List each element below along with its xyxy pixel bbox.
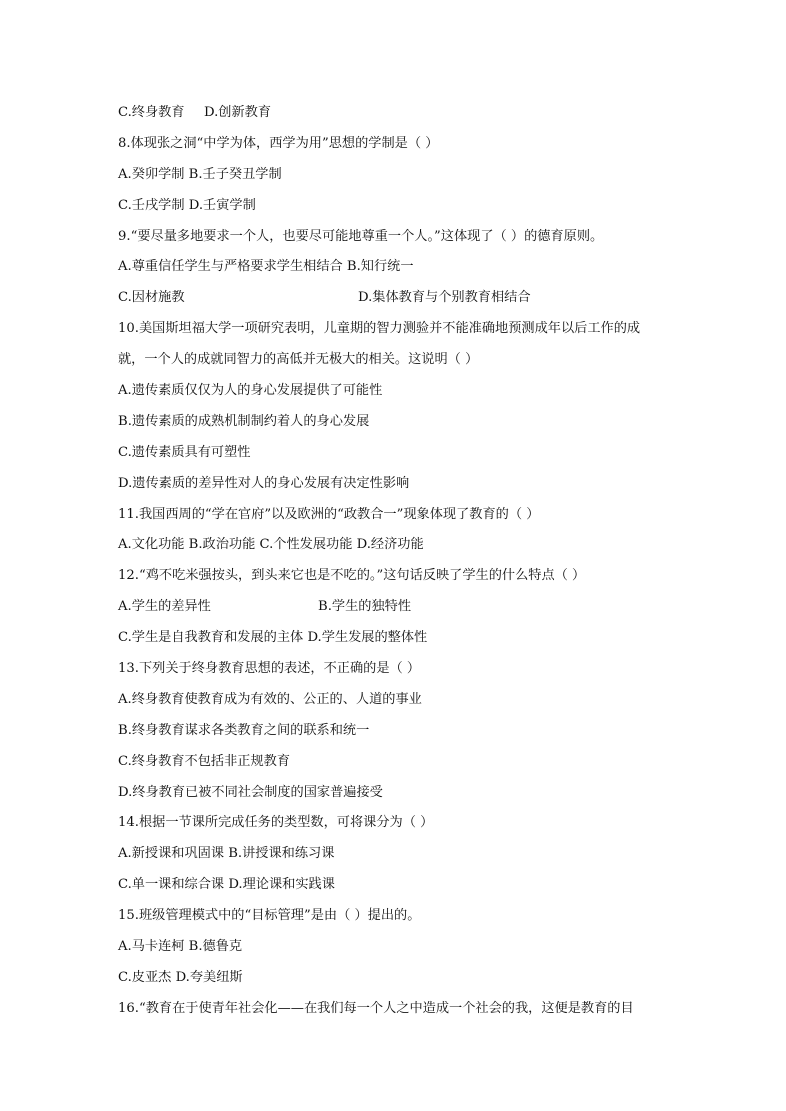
option-line xyxy=(118,98,678,129)
option-a: A.学生的差异性 xyxy=(118,599,211,615)
question-8-options-ab: A.癸卯学制 B.壬子癸丑学制 xyxy=(118,166,282,182)
question-8-options-cd: C.壬戌学制 D.壬寅学制 xyxy=(118,197,256,213)
question-12-options-cd: C.学生是自我教育和发展的主体 D.学生发展的整体性 xyxy=(118,630,428,646)
question-15: 15.班级管理模式中的“目标管理”是由（ ）提出的。 xyxy=(118,908,421,924)
question-15-options-cd: C.皮亚杰 D.夸美纽斯 xyxy=(118,969,243,985)
question-14-options-ab: A.新授课和巩固课 B.讲授课和练习课 xyxy=(118,846,335,862)
question-13-option-c: C.终身教育不包括非正规教育 xyxy=(118,753,291,769)
question-12: 12.“鸡不吃米强按头，到头来它也是不吃的。”这句话反映了学生的什么特点（ ） xyxy=(118,568,586,584)
question-13-option-d: D.终身教育已被不同社会制度的国家普遍接受 xyxy=(118,784,383,800)
question-14: 14.根据一节课所完成任务的类型数，可将课分为（ ） xyxy=(118,815,434,831)
question-10-option-a: A.遗传素质仅仅为人的身心发展提供了可能性 xyxy=(118,383,383,399)
question-12-options-ab xyxy=(118,592,678,623)
question-13-option-a: A.终身教育使教育成为有效的、公正的、人道的事业 xyxy=(118,691,422,707)
question-11-options: A.文化功能 B.政治功能 C.个性发展功能 D.经济功能 xyxy=(118,537,424,553)
question-14-options-cd: C.单一课和综合课 D.理论课和实践课 xyxy=(118,877,335,893)
option-c: C.因材施教 xyxy=(118,290,185,306)
question-10: 10.美国斯坦福大学一项研究表明，儿童期的智力测验并不能准确地预测成年以后工作的成 xyxy=(118,321,641,337)
question-13: 13.下列关于终身教育思想的表述，不正确的是（ ） xyxy=(118,661,421,677)
question-text-block xyxy=(118,98,678,1025)
question-10-option-b: B.遗传素质的成熟机制制约着人的身心发展 xyxy=(118,413,370,429)
question-10-option-c: C.遗传素质具有可塑性 xyxy=(118,444,251,460)
option-d: D.集体教育与个别教育相结合 xyxy=(358,290,531,306)
question-10-option-d: D.遗传素质的差异性对人的身心发展有决定性影响 xyxy=(118,475,410,491)
question-15-options-ab: A.马卡连柯 B.德鲁克 xyxy=(118,939,243,955)
option-d: D.创新教育 xyxy=(204,105,272,120)
question-9: 9.“要尽量多地要求一个人，也要尽可能地尊重一个人。”这体现了（ ）的德育原则。 xyxy=(118,228,604,244)
question-8: 8.体现张之洞“中学为体，西学为用”思想的学制是（ ） xyxy=(118,135,439,151)
question-16: 16.“教育在于使青年社会化——在我们每一个人之中造成一个社会的我，这便是教育的目 xyxy=(118,1000,634,1016)
question-13-option-b: B.终身教育谋求各类教育之间的联系和统一 xyxy=(118,722,370,738)
option-c: C.终身教育 xyxy=(118,105,185,120)
option-b: B.学生的独特性 xyxy=(318,599,412,615)
question-9-options-cd xyxy=(118,283,678,314)
question-10-continued: 就，一个人的成就同智力的高低并无极大的相关。这说明（ ） xyxy=(118,352,479,368)
question-9-options-ab: A.尊重信任学生与严格要求学生相结合 B.知行统一 xyxy=(118,259,414,275)
question-11: 11.我国西周的“学在官府”以及欧洲的“政教合一”现象体现了教育的（ ） xyxy=(118,506,540,522)
